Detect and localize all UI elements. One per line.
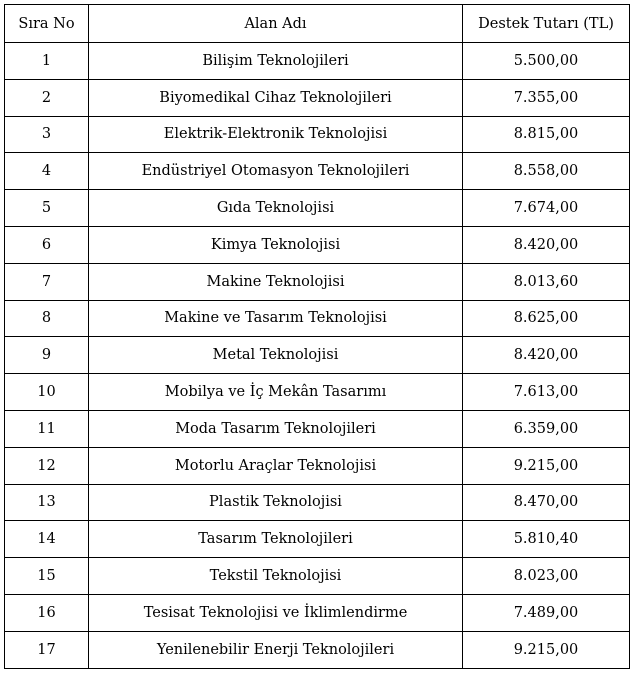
support-amount-cell: 5.500,00 xyxy=(463,43,630,80)
table-row xyxy=(5,43,630,80)
table-row xyxy=(5,521,630,558)
field-name-cell: Mobilya ve İç Mekân Tasarımı xyxy=(89,374,463,411)
field-name-cell: Makine Teknolojisi xyxy=(89,263,463,300)
support-amount-cell: 8.558,00 xyxy=(463,153,630,190)
support-amount-cell: 6.359,00 xyxy=(463,410,630,447)
field-name-cell: Plastik Teknolojisi xyxy=(89,484,463,521)
row-number-cell: 7 xyxy=(5,263,89,300)
row-number-cell: 9 xyxy=(5,337,89,374)
field-name-cell: Gıda Teknolojisi xyxy=(89,190,463,227)
field-name-cell: Elektrik-Elektronik Teknolojisi xyxy=(89,116,463,153)
support-amount-cell: 8.470,00 xyxy=(463,484,630,521)
support-amount-cell: 7.674,00 xyxy=(463,190,630,227)
row-number-cell: 14 xyxy=(5,521,89,558)
row-number-cell: 6 xyxy=(5,226,89,263)
field-name-cell: Motorlu Araçlar Teknolojisi xyxy=(89,447,463,484)
table-row xyxy=(5,337,630,374)
table-row xyxy=(5,116,630,153)
table-row xyxy=(5,484,630,521)
row-number-cell: 8 xyxy=(5,300,89,337)
table-row xyxy=(5,594,630,631)
field-name-cell: Moda Tasarım Teknolojileri xyxy=(89,410,463,447)
row-number-cell: 10 xyxy=(5,374,89,411)
field-name-cell: Biyomedikal Cihaz Teknolojileri xyxy=(89,79,463,116)
support-amount-cell: 9.215,00 xyxy=(463,631,630,668)
table-row xyxy=(5,79,630,116)
support-amount-cell: 8.815,00 xyxy=(463,116,630,153)
header-row-number: Sıra No xyxy=(5,5,89,43)
support-amount-cell: 8.013,60 xyxy=(463,263,630,300)
header-support-amount: Destek Tutarı (TL) xyxy=(463,5,630,43)
support-amount-cell: 5.810,40 xyxy=(463,521,630,558)
support-amount-cell: 8.023,00 xyxy=(463,558,630,595)
support-amount-cell: 8.625,00 xyxy=(463,300,630,337)
table-row xyxy=(5,558,630,595)
header-field-name: Alan Adı xyxy=(89,5,463,43)
table-row xyxy=(5,190,630,227)
support-amount-table xyxy=(4,4,630,669)
table-row xyxy=(5,300,630,337)
field-name-cell: Metal Teknolojisi xyxy=(89,337,463,374)
field-name-cell: Bilişim Teknolojileri xyxy=(89,43,463,80)
support-amount-cell: 7.355,00 xyxy=(463,79,630,116)
row-number-cell: 3 xyxy=(5,116,89,153)
support-amount-cell: 7.489,00 xyxy=(463,594,630,631)
table-row xyxy=(5,374,630,411)
row-number-cell: 5 xyxy=(5,190,89,227)
field-name-cell: Tekstil Teknolojisi xyxy=(89,558,463,595)
table-row xyxy=(5,631,630,668)
field-name-cell: Makine ve Tasarım Teknolojisi xyxy=(89,300,463,337)
row-number-cell: 17 xyxy=(5,631,89,668)
row-number-cell: 2 xyxy=(5,79,89,116)
row-number-cell: 4 xyxy=(5,153,89,190)
field-name-cell: Tesisat Teknolojisi ve İklimlendirme xyxy=(89,594,463,631)
table-row xyxy=(5,153,630,190)
field-name-cell: Kimya Teknolojisi xyxy=(89,226,463,263)
table-row xyxy=(5,226,630,263)
table-row xyxy=(5,263,630,300)
field-name-cell: Endüstriyel Otomasyon Teknolojileri xyxy=(89,153,463,190)
row-number-cell: 16 xyxy=(5,594,89,631)
support-amount-cell: 7.613,00 xyxy=(463,374,630,411)
row-number-cell: 1 xyxy=(5,43,89,80)
row-number-cell: 13 xyxy=(5,484,89,521)
field-name-cell: Yenilenebilir Enerji Teknolojileri xyxy=(89,631,463,668)
field-name-cell: Tasarım Teknolojileri xyxy=(89,521,463,558)
table-row xyxy=(5,447,630,484)
support-amount-cell: 8.420,00 xyxy=(463,337,630,374)
table-body xyxy=(5,43,630,669)
support-amount-cell: 8.420,00 xyxy=(463,226,630,263)
table-row xyxy=(5,410,630,447)
header-row xyxy=(5,5,630,43)
row-number-cell: 15 xyxy=(5,558,89,595)
row-number-cell: 12 xyxy=(5,447,89,484)
table-header xyxy=(5,5,630,43)
support-amount-cell: 9.215,00 xyxy=(463,447,630,484)
row-number-cell: 11 xyxy=(5,410,89,447)
